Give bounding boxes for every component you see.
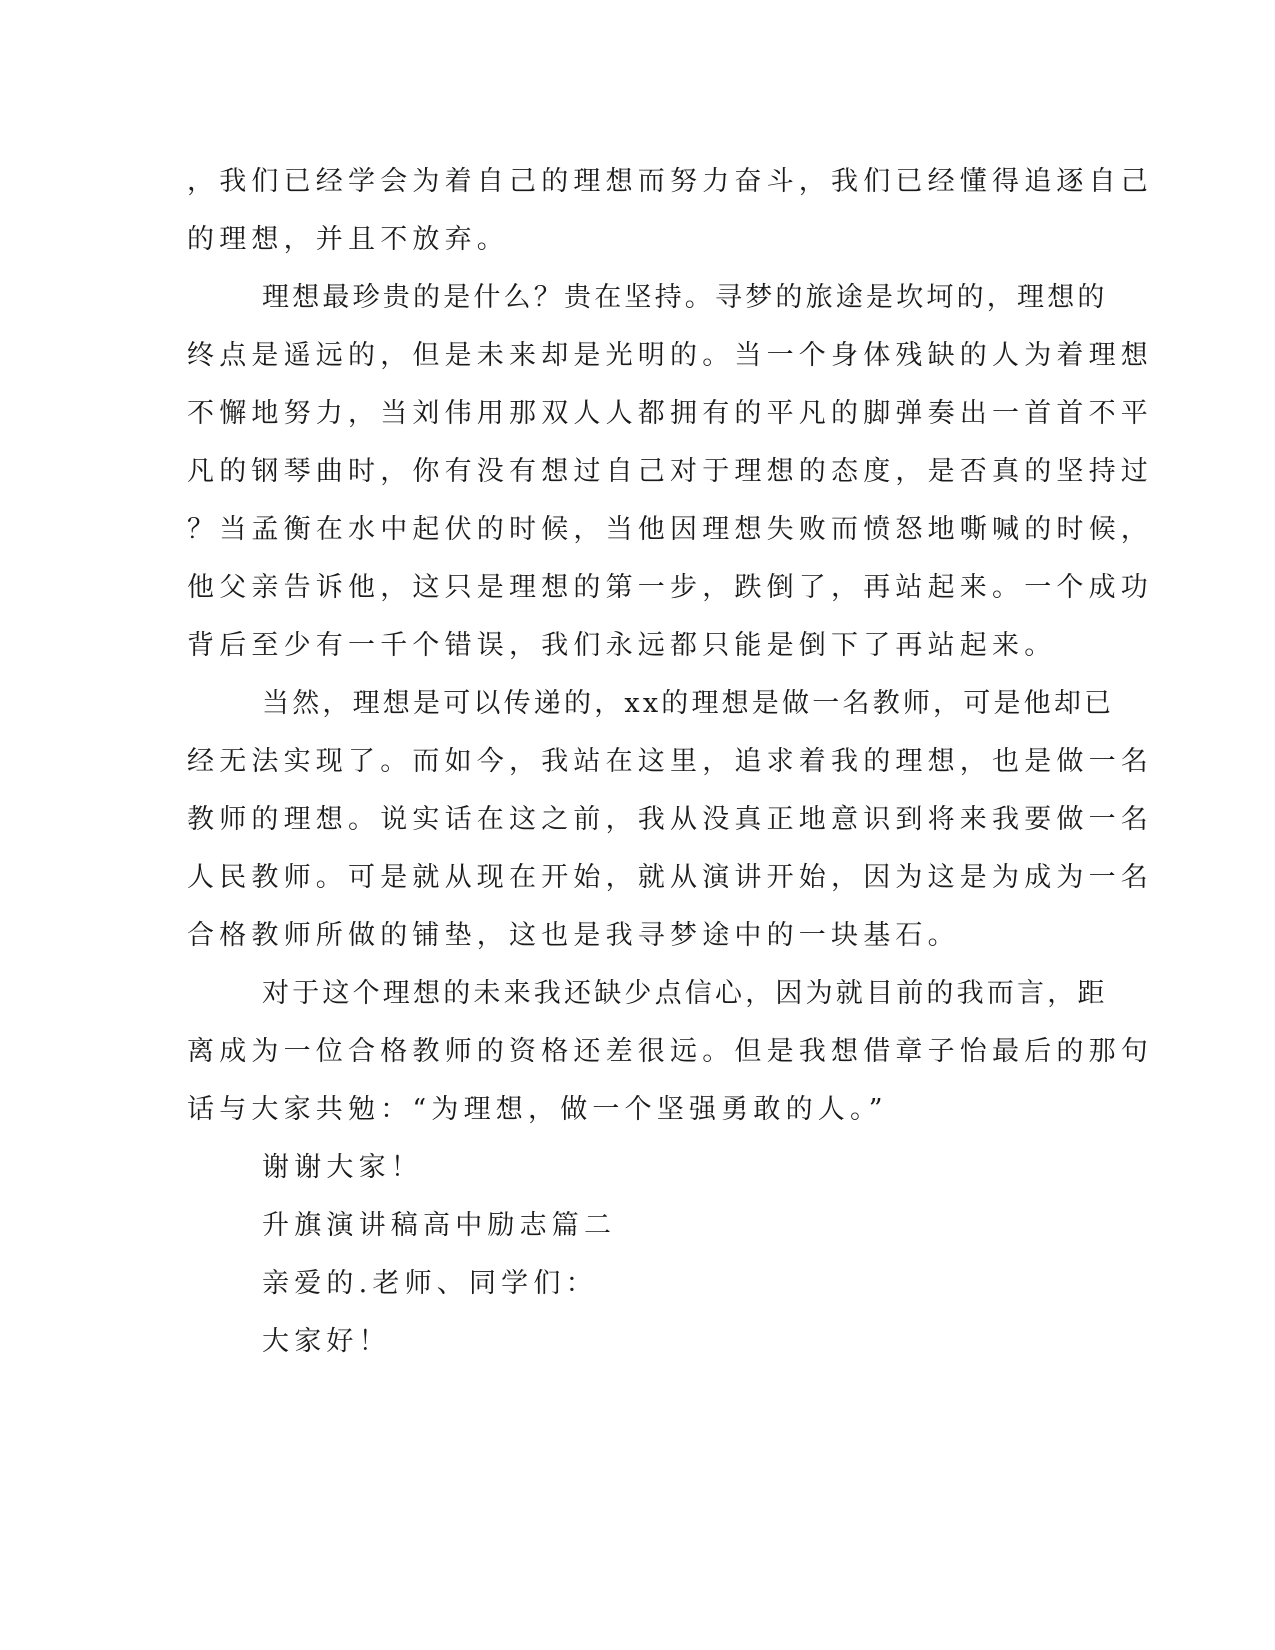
text-line: 离成为一位合格教师的资格还差很远。但是我想借章子怡最后的那句 (187, 1036, 1153, 1067)
paragraph-start-line: 理想最珍贵的是什么？贵在坚持。寻梦的旅途是坎坷的，理想的 (262, 282, 1108, 313)
greeting: 大家好！ (262, 1326, 391, 1357)
paragraph-start-line: 当然，理想是可以传递的，xx的理想是做一名教师，可是他却已 (262, 688, 1115, 719)
text-line: 话与大家共勉：“为理想，做一个坚强勇敢的人。” (187, 1094, 888, 1125)
text-line: 经无法实现了。而如今，我站在这里，追求着我的理想，也是做一名 (187, 746, 1153, 777)
section-heading: 升旗演讲稿高中励志篇二 (262, 1210, 617, 1241)
text-line: ？当孟衡在水中起伏的时候，当他因理想失败而愤怒地嘶喊的时候， (187, 514, 1153, 545)
closing-thanks: 谢谢大家！ (262, 1152, 423, 1183)
salutation: 亲爱的.老师、同学们： (262, 1268, 598, 1299)
text-line: 合格教师所做的铺垫，这也是我寻梦途中的一块基石。 (187, 920, 960, 951)
text-line: 背后至少有一千个错误，我们永远都只能是倒下了再站起来。 (187, 630, 1057, 661)
text-line: 人民教师。可是就从现在开始，就从演讲开始，因为这是为成为一名 (187, 862, 1153, 893)
paragraph-start-line: 对于这个理想的未来我还缺少点信心，因为就目前的我而言，距 (262, 978, 1108, 1009)
text-line: 不懈地努力，当刘伟用那双人人都拥有的平凡的脚弹奏出一首首不平 (187, 398, 1153, 429)
text-line: 的理想，并且不放弃。 (187, 224, 509, 255)
text-line: 凡的钢琴曲时，你有没有想过自己对于理想的态度，是否真的坚持过 (187, 456, 1153, 487)
text-line: 他父亲告诉他，这只是理想的第一步，跌倒了，再站起来。一个成功 (187, 572, 1153, 603)
text-line: 终点是遥远的，但是未来却是光明的。当一个身体残缺的人为着理想 (187, 340, 1153, 371)
text-line: 教师的理想。说实话在这之前，我从没真正地意识到将来我要做一名 (187, 804, 1153, 835)
text-line: ，我们已经学会为着自己的理想而努力奋斗，我们已经懂得追逐自己 (187, 166, 1153, 197)
